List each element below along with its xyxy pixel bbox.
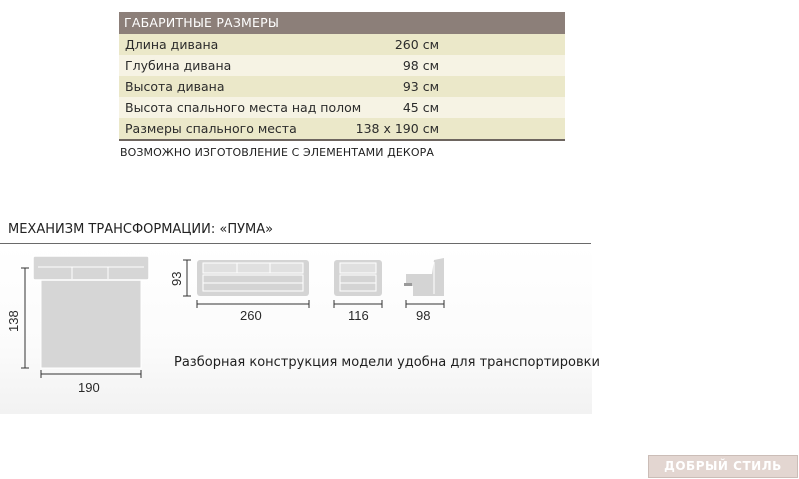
decor-note: ВОЗМОЖНО ИЗГОТОВЛЕНИЕ С ЭЛЕМЕНТАМИ ДЕКОРА: [120, 146, 434, 159]
mechanism-divider: [0, 243, 591, 244]
dim-label-260: 260: [240, 308, 262, 323]
spec-label: Глубина дивана: [125, 58, 232, 73]
sofa-front-icon: [197, 260, 309, 296]
spec-value: 260 см: [394, 37, 439, 52]
specs-table: [119, 12, 565, 141]
dim-sleep-length: [41, 370, 141, 395]
mechanism-title: МЕХАНИЗМ ТРАНСФОРМАЦИИ: «ПУМА»: [8, 222, 274, 237]
dim-length: [197, 300, 309, 323]
dim-label-138: 138: [6, 310, 21, 332]
sofa-side-icon: [404, 258, 444, 296]
dim-label-98: 98: [416, 308, 431, 323]
spec-row: [119, 97, 565, 118]
spec-row: [119, 76, 565, 97]
dim-label-116: 116: [348, 308, 369, 323]
dim-armchair-width: [334, 300, 382, 323]
spec-value: 138 x 190 см: [355, 121, 439, 136]
dim-label-93: 93: [169, 271, 184, 286]
spec-value: 98 см: [402, 58, 439, 73]
specs-rows: [119, 34, 565, 139]
spec-label: Размеры спального места: [125, 121, 297, 136]
mechanism-caption: Разборная конструкция модели удобна для транспортировки: [174, 355, 600, 370]
dim-height: [169, 260, 191, 296]
spec-row: [119, 55, 565, 76]
specs-bottom-rule: [119, 139, 565, 141]
spec-row: [119, 118, 565, 139]
brand-watermark-logo: ДОБРЫЙ СТИЛЬ: [648, 455, 798, 478]
unfolded-sofa-icon: [33, 256, 149, 368]
spec-value: 45 см: [402, 100, 439, 115]
specs-header: ГАБАРИТНЫЕ РАЗМЕРЫ: [119, 12, 565, 34]
spec-row: [119, 34, 565, 55]
spec-label: Высота спального места над полом: [125, 100, 362, 115]
armchair-front-icon: [334, 260, 382, 296]
spec-label: Длина дивана: [125, 37, 219, 52]
dim-label-190: 190: [78, 380, 100, 395]
dim-depth: [406, 300, 444, 323]
spec-value: 93 см: [402, 79, 439, 94]
dim-sleep-width: [6, 268, 29, 368]
sofa-dimension-diagrams: [0, 250, 600, 400]
spec-label: Высота дивана: [125, 79, 225, 94]
